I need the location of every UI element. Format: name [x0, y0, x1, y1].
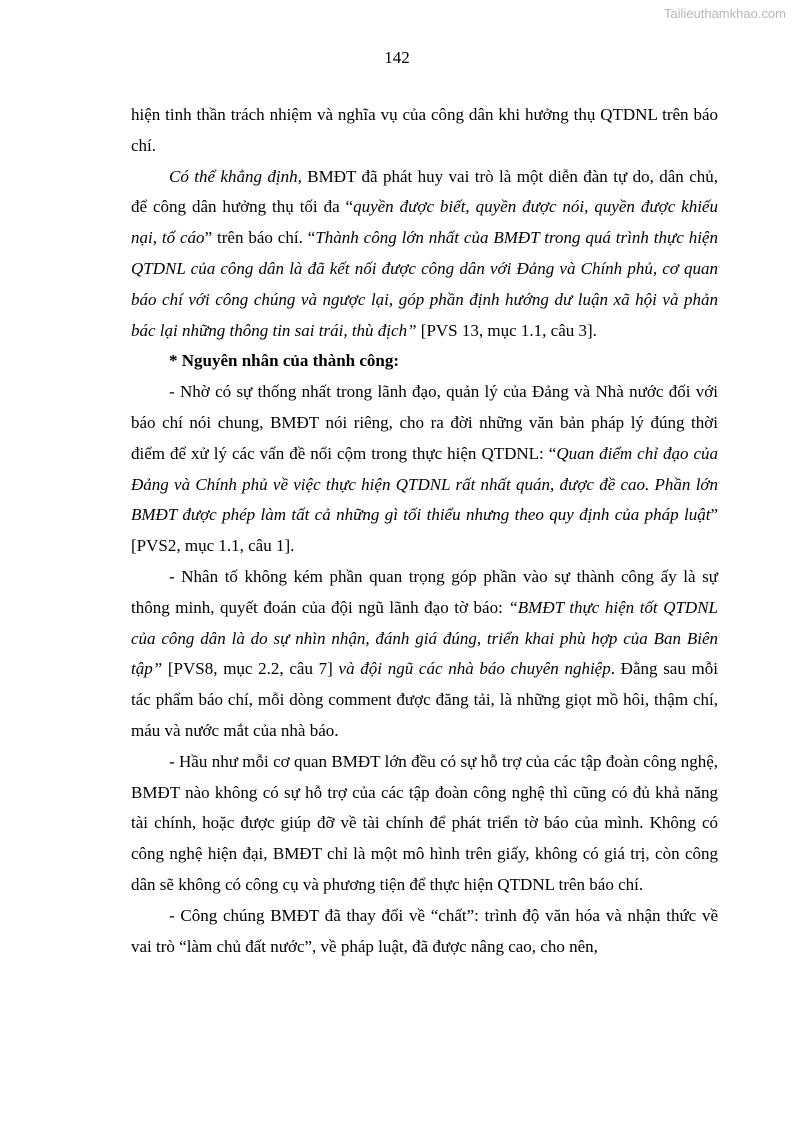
watermark: Tailieuthamkhao.com	[663, 6, 786, 21]
paragraph-5: - Hầu như mỗi cơ quan BMĐT lớn đều có sự hỗ trợ của các tập đoàn công nghệ, BMĐT nào không có sự hỗ trợ của các tập đoàn công nghệ thì cũng có đủ khả năng tài chính, hoặc được giúp đỡ về tài chính để phát triển tờ báo của mình. Không có công nghệ hiện đại, BMĐT chỉ là một mô hình trên giấy, không có giá trị, còn công dân sẽ không có công cụ và phương tiện để thực hiện QTDNL trên báo chí.	[131, 751, 718, 894]
paragraph-1: hiện tinh thần trách nhiệm và nghĩa vụ của công dân khi hưởng thụ QTDNL trên báo chí.	[131, 105, 718, 155]
p2-interview-quote: Thành công lớn nhất của BMĐT trong quá trình thực hiện QTDNL của công dân là đã kết nối được công dân với Đảng và Chính phủ, cơ quan báo chí với công chúng và ngược lại, góp phần định hướng dư luận xã hội và phản bác lại những thông tin sai trái, thù địch”	[131, 228, 718, 340]
paragraph-4	[131, 562, 718, 747]
p2-text-2: ” trên báo chí. “	[204, 228, 316, 248]
p4-text-2: . Đằng sau mỗi tác phẩm báo chí, mỗi dòng comment được đăng tải, là những giọt mồ hôi, thậm chí, máu và nước mắt của nhà báo.	[131, 659, 719, 740]
paragraph-2	[131, 162, 718, 347]
p4-quote: “BMĐT thực hiện tốt QTDNL của công dân là do sự nhìn nhận, đánh giá đúng, triển khai phù hợp của Ban Biên tập”	[131, 597, 719, 679]
p4-emphasis: và đội ngũ các nhà báo chuyên nghiệp	[338, 659, 611, 679]
p2-rights-quote: quyền được biết, quyền được nói, quyền được khiếu nại, tố cáo	[131, 197, 718, 248]
p2-citation: [PVS 13, mục 1.1, câu 3].	[416, 320, 597, 340]
paragraph-3	[131, 377, 718, 562]
p4-citation: [PVS8, mục 2.2, câu 7]	[162, 659, 339, 679]
p3-citation: ” [PVS2, mục 1.1, câu 1].	[131, 505, 718, 556]
page-number: 142	[384, 48, 410, 67]
p3-quote: Quan điểm chỉ đạo của Đảng và Chính phủ về việc thực hiện QTDNL rất nhất quán, được đề cao. Phần lớn BMĐT được phép làm tất cả những gì tối thiểu nhưng theo quy định của pháp luật	[131, 443, 719, 525]
p3-text: - Nhờ có sự thống nhất trong lãnh đạo, quản lý của Đảng và Nhà nước đối với báo chí nói chung, BMĐT nói riêng, cho ra đời những văn bản pháp lý đúng thời điểm để xử lý các vấn đề nổi cộm trong thực hiện QTDNL: “	[131, 382, 718, 463]
document-body	[131, 100, 718, 962]
p4-text: - Nhân tố không kém phần quan trọng góp phần vào sự thành công ấy là sự thông minh, quyết đoán của đội ngũ lãnh đạo tờ báo:	[131, 566, 718, 617]
p2-text: BMĐT đã phát huy vai trò là một diễn đàn tự do, dân chủ, để công dân hưởng thụ tối đa “	[131, 166, 718, 217]
p2-emphasis: Có thể khẳng định,	[169, 166, 302, 186]
paragraph-6: - Công chúng BMĐT đã thay đổi về “chất”: trình độ văn hóa và nhận thức về vai trò “làm chủ đất nước”, về pháp luật, đã được nâng cao, cho nên,	[131, 905, 718, 956]
section-heading: * Nguyên nhân của thành công:	[169, 351, 400, 371]
